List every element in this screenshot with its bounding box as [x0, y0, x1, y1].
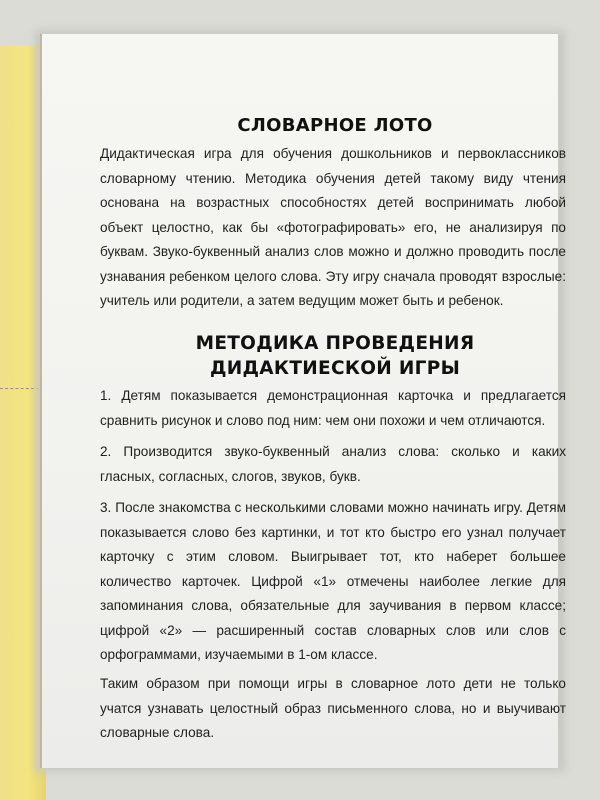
- method-heading: [100, 331, 570, 381]
- step-paragraph-1: 1. Детям показывается демонстрационная карточка и предлагается сравнить рисунок и слово под ним: чем они похожи и чем отличаются.: [100, 388, 566, 428]
- booklet-page: [40, 34, 566, 768]
- method-heading-line1: МЕТОДИКА ПРОВЕДЕНИЯ: [195, 333, 475, 354]
- step-paragraph-3: 3. После знакомства с несколькими словами можно начинать игру. Детям показывается слово без картинки, и тот кто быстро его узнал получает карточку с этим словом. Выигрывает тот, кто наберет большее количество карточек. Цифрой «1» отмечены наиболее легкие для запоминания слова, обязательные для заучивания в первом классе; цифрой «2» — расширенный состав словарных слов или слов с орфограммами, изучаемыми в 1-ом классе.: [100, 500, 566, 662]
- step-paragraph-2: 2. Производится звуко-буквенный анализ слова: сколько и каких гласных, согласных, слогов, звуков, букв.: [100, 444, 566, 484]
- conclusion-paragraph: Таким образом при помощи игры в словарное лото дети не только учатся узнавать целостный образ письменного слова, но и выучивают словарные слова.: [100, 676, 566, 740]
- method-heading-line2: ДИДАКТИЕСКОЙ ИГРЫ: [209, 358, 461, 379]
- page-title: СЛОВАРНОЕ ЛОТО: [237, 115, 433, 136]
- intro-paragraph: Дидактическая игра для обучения дошкольников и первоклассников словарному чтению. Методика обучения детей такому виду чтения основана на возрастных способностях детей воспринимать любой объект целостно, как бы «фотографировать» его, не анализируя по буквам. Звуко-буквенный анализ слов можно и должно проводить после узнавания ребенком целого слова. Эту игру сначала проводят взрослые: учитель или родители, а затем ведущим может быть и ребенок.: [100, 146, 566, 308]
